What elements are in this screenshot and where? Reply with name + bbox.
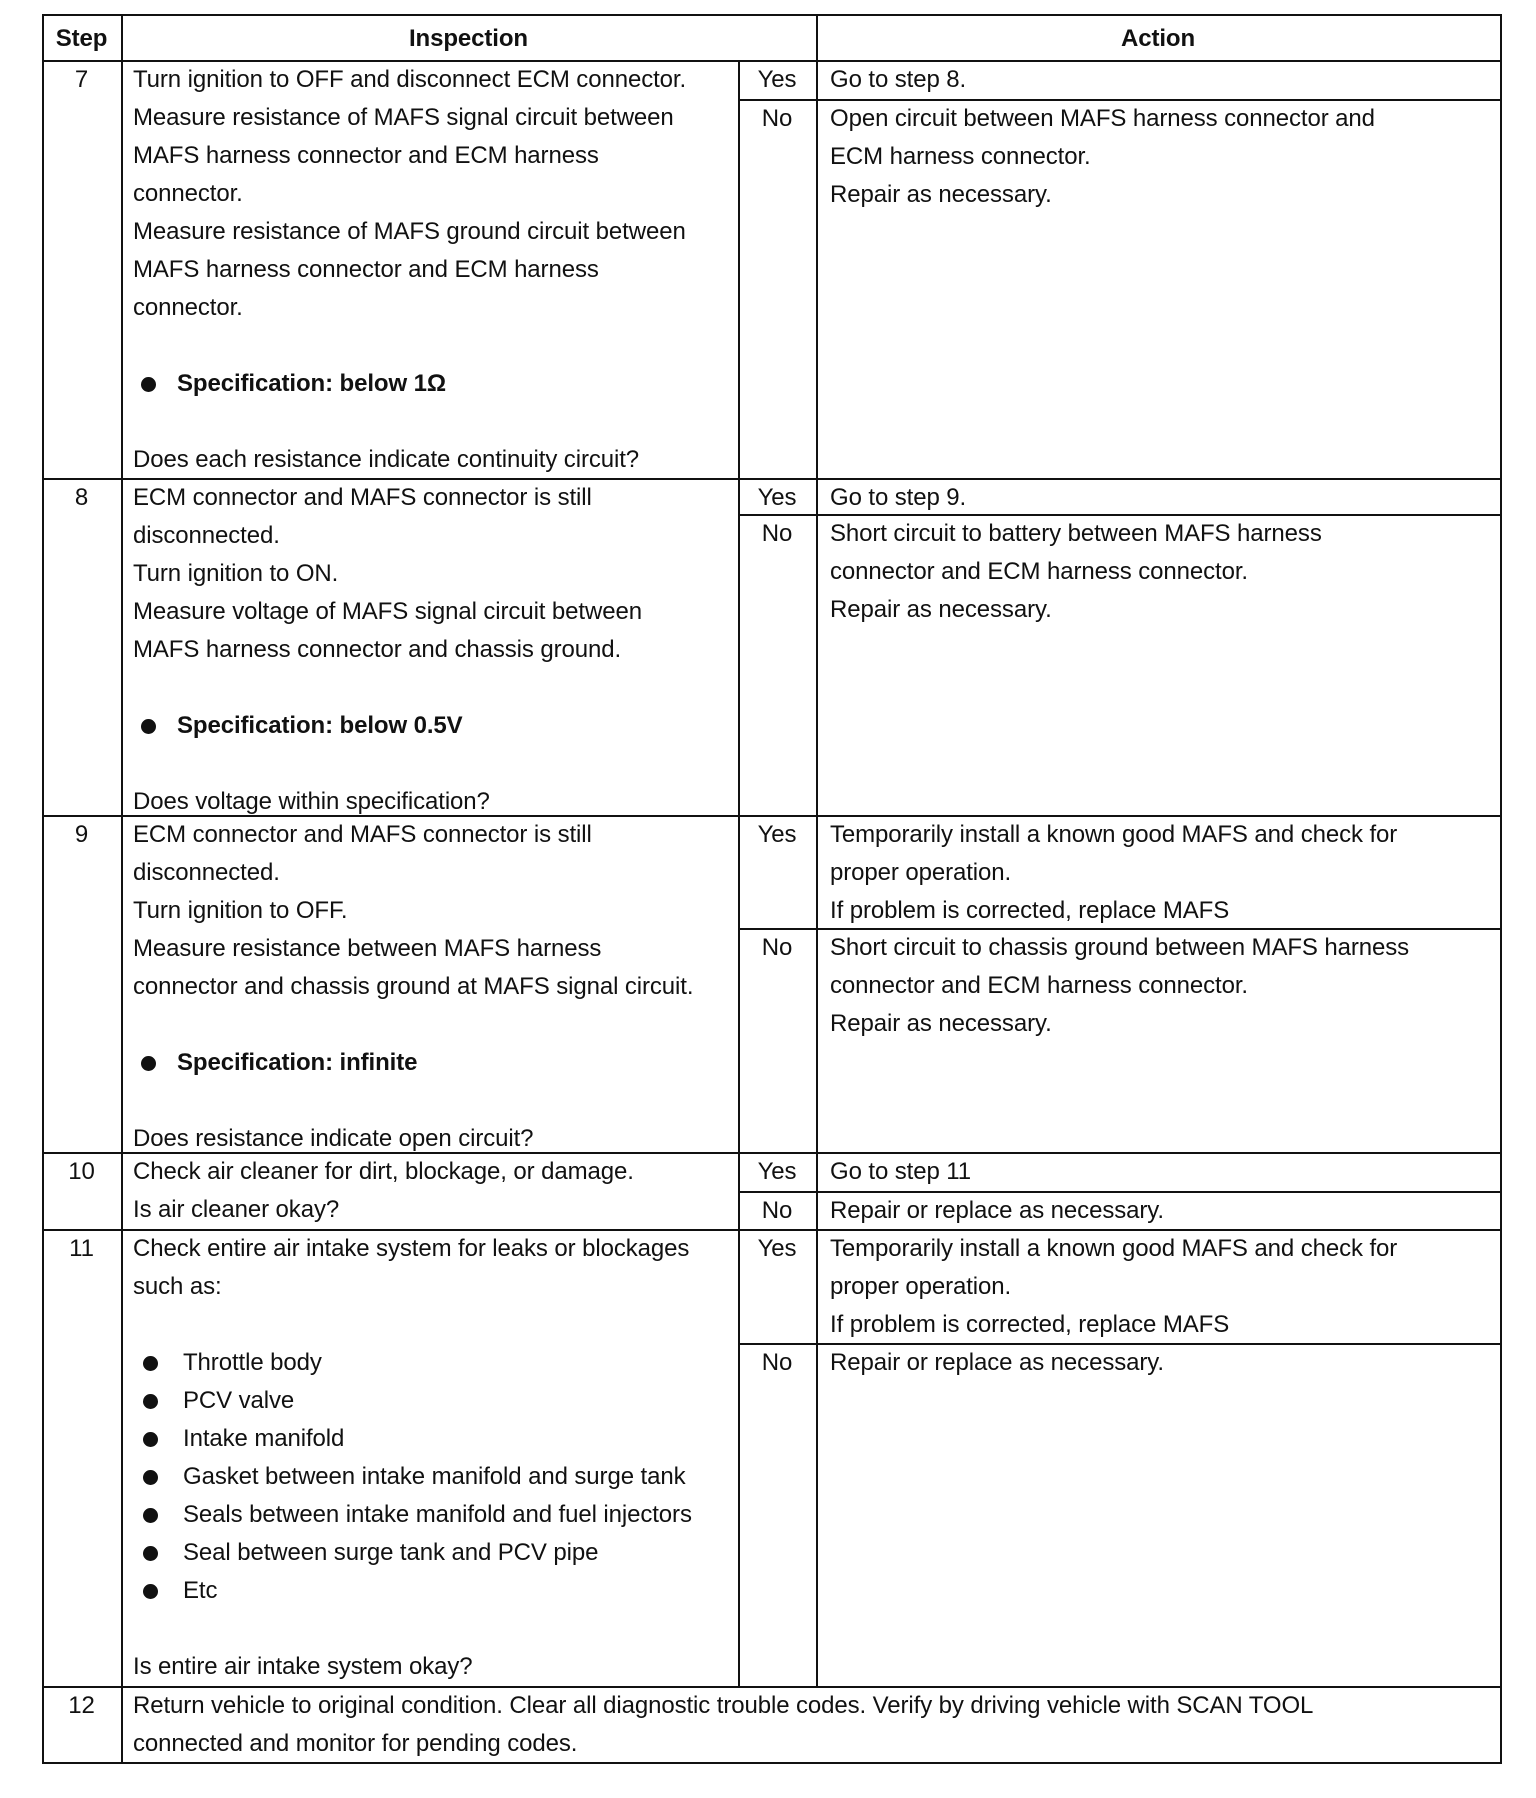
no-action-line: Repair as necessary. [830,181,1052,208]
no-action-line: Open circuit between MAFS harness connector and [830,105,1375,132]
yes-label: Yes [757,66,797,93]
step-number: 12 [68,1692,95,1719]
inspection-bullet-item: Gasket between intake manifold and surge tank [183,1463,686,1490]
no-action-line: connector and ECM harness connector. [830,558,1248,585]
no-label: No [761,934,793,961]
bullet-icon [143,1356,158,1371]
no-action-line: Repair as necessary. [830,596,1052,623]
no-action-line: Repair as necessary. [830,1010,1052,1037]
header-inspection: Inspection [408,25,528,52]
inspection-line: Turn ignition to OFF. [133,897,348,924]
step-number: 9 [74,821,89,848]
no-action-line: Repair or replace as necessary. [830,1197,1164,1224]
bullet-icon [143,1394,158,1409]
no-label: No [761,1349,793,1376]
inspection-line: Measure resistance between MAFS harness [133,935,602,962]
step-number: 8 [74,484,89,511]
table-right-border [1500,14,1502,1764]
yes-no-column-divider [738,60,740,1688]
inspection-line: Return vehicle to original condition. Clear all diagnostic trouble codes. Verify by driving vehicle with SCAN TOOL [133,1692,1314,1719]
bullet-icon [143,1470,158,1485]
inspection-line: MAFS harness connector and ECM harness [133,256,599,283]
header-step: Step [55,25,108,52]
yes-action-line: Go to step 9. [830,484,967,511]
bullet-icon [141,1056,156,1071]
bullet-icon [143,1508,158,1523]
step-number: 7 [74,66,89,93]
inspection-question: Does voltage within specification? [133,788,490,815]
no-action-line: Short circuit to chassis ground between MAFS harness [830,934,1410,961]
no-action-line: ECM harness connector. [830,143,1091,170]
inspection-line: disconnected. [133,859,280,886]
inspection-line: connector. [133,180,243,207]
bullet-icon [141,377,156,392]
bullet-icon [143,1584,158,1599]
specification: Specification: below 1Ω [177,370,446,397]
step-number: 11 [69,1235,94,1262]
step-column-divider [121,14,123,1764]
yes-action-line: proper operation. [830,859,1012,886]
yes-label: Yes [757,1158,797,1185]
inspection-bullet-item: Etc [183,1577,218,1604]
specification: Specification: below 0.5V [177,712,463,739]
inspection-line: ECM connector and MAFS connector is still [133,821,592,848]
yes-label: Yes [757,1235,797,1262]
action-column-divider [816,14,818,1688]
inspection-line: Check air cleaner for dirt, blockage, or damage. [133,1158,634,1185]
table-top-border [42,14,1502,16]
yes-action-line: Temporarily install a known good MAFS and check for [830,821,1398,848]
header-action: Action [1120,25,1196,52]
inspection-line: Is air cleaner okay? [133,1196,340,1223]
inspection-line: Measure voltage of MAFS signal circuit between [133,598,642,625]
specification: Specification: infinite [177,1049,418,1076]
step-number: 10 [68,1158,95,1185]
yes-action-line: Temporarily install a known good MAFS and check for [830,1235,1398,1262]
inspection-line: such as: [133,1273,222,1300]
inspection-line: MAFS harness connector and chassis ground. [133,636,622,663]
inspection-line: Turn ignition to OFF and disconnect ECM connector. [133,66,687,93]
no-label: No [761,520,793,547]
bullet-icon [143,1432,158,1447]
inspection-line: MAFS harness connector and ECM harness [133,142,599,169]
no-action-line: Short circuit to battery between MAFS harness [830,520,1322,547]
inspection-line: connected and monitor for pending codes. [133,1730,578,1757]
bullet-icon [143,1546,158,1561]
inspection-question: Is entire air intake system okay? [133,1653,473,1680]
yes-action-line: If problem is corrected, replace MAFS [830,897,1230,924]
no-action-line: Repair or replace as necessary. [830,1349,1164,1376]
yes-action-line: If problem is corrected, replace MAFS [830,1311,1230,1338]
inspection-question: Does resistance indicate open circuit? [133,1125,534,1152]
yes-action-line: Go to step 8. [830,66,967,93]
inspection-line: connector and chassis ground at MAFS signal circuit. [133,973,694,1000]
inspection-bullet-item: Seals between intake manifold and fuel injectors [183,1501,692,1528]
yes-label: Yes [757,821,797,848]
inspection-line: ECM connector and MAFS connector is still [133,484,592,511]
inspection-line: Measure resistance of MAFS signal circuit between [133,104,674,131]
yes-label: Yes [757,484,797,511]
bullet-icon [141,719,156,734]
inspection-bullet-item: Intake manifold [183,1425,345,1452]
inspection-line: connector. [133,294,243,321]
inspection-bullet-item: PCV valve [183,1387,295,1414]
inspection-bullet-item: Throttle body [183,1349,322,1376]
table-left-border [42,14,44,1764]
inspection-line: disconnected. [133,522,280,549]
no-label: No [761,105,793,132]
inspection-question: Does each resistance indicate continuity circuit? [133,446,640,473]
inspection-bullet-item: Seal between surge tank and PCV pipe [183,1539,599,1566]
yes-action-line: Go to step 11 [830,1158,972,1185]
inspection-line: Turn ignition to ON. [133,560,339,587]
no-action-line: connector and ECM harness connector. [830,972,1248,999]
inspection-line: Check entire air intake system for leaks or blockages [133,1235,690,1262]
inspection-line: Measure resistance of MAFS ground circuit between [133,218,686,245]
yes-action-line: proper operation. [830,1273,1012,1300]
no-label: No [761,1197,793,1224]
